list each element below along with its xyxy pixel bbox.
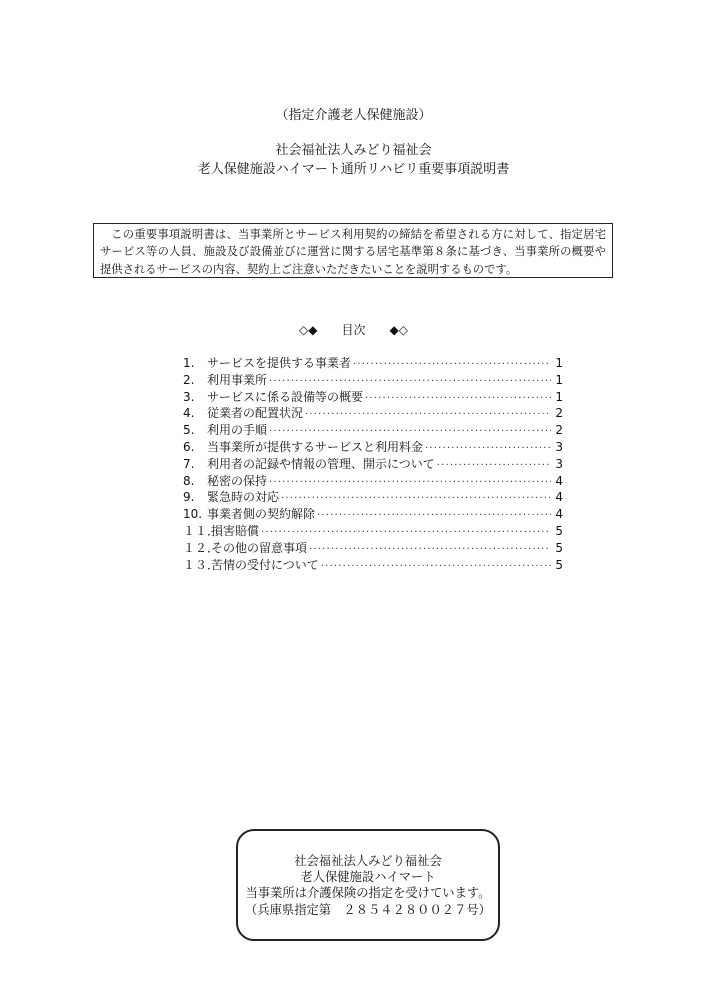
toc-item-2 xyxy=(183,372,563,389)
toc-item-label: その他の留意事項 xyxy=(211,540,308,555)
toc-leader-dots xyxy=(353,357,551,374)
toc-item-page: 5 xyxy=(555,557,563,572)
footer-registration-number: （兵庫県指定第 ２８５４２８００２７号） xyxy=(245,902,491,917)
toc-leader-dots xyxy=(425,441,551,458)
toc-item-page: 4 xyxy=(555,507,563,522)
toc-item-number: １２． xyxy=(183,540,220,555)
toc-item-number: 4. xyxy=(183,406,195,421)
toc-item-page: 3 xyxy=(555,439,563,454)
toc-item-number: 8. xyxy=(183,473,195,488)
toc-item-label: 利用者の記録や情報の管理、開示について xyxy=(207,456,435,471)
intro-box: この重要事項説明書は、当事業所とサービス利用契約の締結を希望される方に対して、指定居宅サービス等の人員、施設及び設備並びに運営に関する居宅基準第８条に基づき、当事業所の概要や提供されるサービスの内容、契約上ご注意いただきたいことを説明するものです。 xyxy=(93,223,613,278)
toc-leader-dots xyxy=(321,559,551,576)
toc-item-page: 3 xyxy=(555,456,563,471)
document-title: 老人保健施設ハイマート通所リハビリ重要事項説明書 xyxy=(197,162,510,177)
toc-item-number: 7. xyxy=(183,456,195,471)
toc-leader-dots xyxy=(305,407,551,424)
organization-name: 社会福祉法人みどり福祉会 xyxy=(275,143,432,158)
toc-item-page: 1 xyxy=(555,356,563,370)
toc-item-number: 2. xyxy=(183,372,195,387)
toc-item-label: サービスに係る設備等の概要 xyxy=(207,389,364,404)
toc-item-4 xyxy=(183,405,563,422)
toc-item-7 xyxy=(183,456,563,473)
toc-item-page: 1 xyxy=(555,372,563,387)
toc-item-page: 1 xyxy=(555,389,563,404)
toc-item-11 xyxy=(183,523,563,540)
toc-item-label: 当事業所が提供するサービスと利用料金 xyxy=(207,439,424,454)
toc-item-9 xyxy=(183,489,563,506)
table-of-contents xyxy=(183,355,563,573)
toc-item-1 xyxy=(183,355,563,372)
toc-leader-dots xyxy=(309,542,551,559)
toc-item-6 xyxy=(183,439,563,456)
toc-item-number: 1. xyxy=(183,356,195,370)
toc-item-10 xyxy=(183,506,563,523)
toc-item-5 xyxy=(183,422,563,439)
toc-item-8 xyxy=(183,473,563,490)
toc-item-label: 損害賠償 xyxy=(211,523,260,538)
toc-item-number: １１． xyxy=(183,523,220,538)
toc-item-12 xyxy=(183,540,563,557)
toc-item-number: 5. xyxy=(183,423,195,438)
toc-item-page: 2 xyxy=(555,423,563,438)
toc-item-3 xyxy=(183,389,563,406)
toc-item-page: 4 xyxy=(555,490,563,505)
toc-item-label: 苦情の受付について xyxy=(211,557,319,572)
footer-organization: 社会福祉法人みどり福祉会 xyxy=(294,854,442,868)
toc-item-number: １３． xyxy=(183,557,220,572)
toc-item-label: 従業者の配置状況 xyxy=(207,406,304,421)
toc-item-label: サービスを提供する事業者 xyxy=(207,356,352,370)
toc-leader-dots xyxy=(269,475,551,492)
toc-item-label: 秘密の保持 xyxy=(207,473,268,488)
document-subtitle: （指定介護老人保健施設） xyxy=(275,108,432,123)
toc-item-number: 3. xyxy=(183,389,195,404)
facility-info-box xyxy=(236,829,500,941)
toc-item-page: 2 xyxy=(555,406,563,421)
toc-item-page: 4 xyxy=(555,473,563,488)
toc-item-13 xyxy=(183,557,563,574)
toc-heading: ◇◆ 目次 ◆◇ xyxy=(299,323,408,337)
toc-item-label: 利用の手順 xyxy=(207,423,268,438)
toc-item-number: 9. xyxy=(183,490,195,505)
toc-item-number: 10. xyxy=(183,507,203,522)
toc-leader-dots xyxy=(365,391,551,408)
toc-leader-dots xyxy=(437,458,551,475)
toc-item-page: 5 xyxy=(555,523,563,538)
footer-facility-name: 老人保健施設ハイマート xyxy=(300,870,436,885)
toc-leader-dots xyxy=(317,508,551,525)
toc-item-page: 5 xyxy=(555,540,563,555)
toc-item-label: 緊急時の対応 xyxy=(207,490,280,505)
toc-item-number: 6. xyxy=(183,439,195,454)
toc-item-label: 利用事業所 xyxy=(207,372,268,387)
toc-item-label: 事業者側の契約解除 xyxy=(207,507,316,522)
toc-leader-dots xyxy=(281,491,551,508)
footer-designation: 当事業所は介護保険の指定を受けています。 xyxy=(245,886,491,901)
